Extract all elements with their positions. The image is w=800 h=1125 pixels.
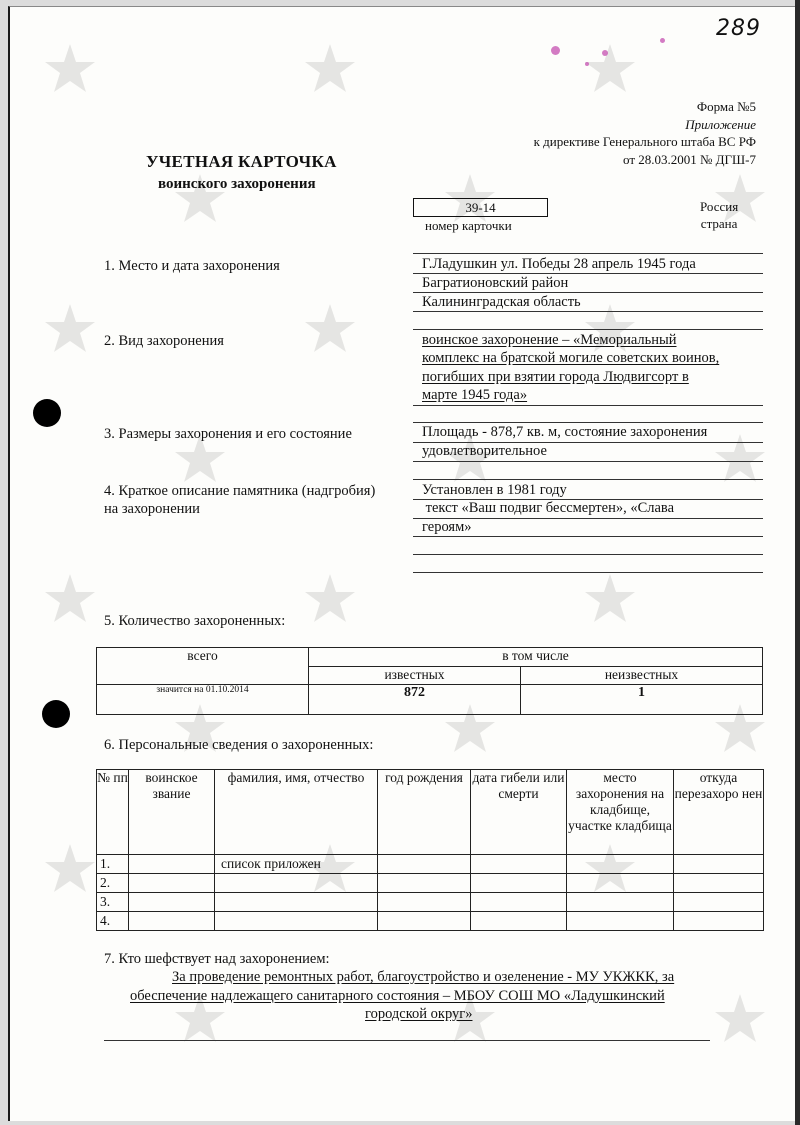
section-4-label-line: на захоронении [104, 501, 200, 517]
table-cell: 2. [97, 874, 129, 893]
table-cell: список приложен [215, 855, 378, 874]
rule [413, 292, 763, 293]
card-number-label: номер карточки [425, 218, 512, 233]
table-cell [215, 874, 378, 893]
table-row [97, 855, 764, 874]
rule [413, 405, 763, 406]
table-cell [471, 893, 567, 912]
table-cell: 1. [97, 855, 129, 874]
table-cell [567, 912, 674, 931]
table-cell [129, 874, 215, 893]
punch-hole [33, 399, 61, 427]
table-cell [567, 855, 674, 874]
table-cell: 4. [97, 912, 129, 931]
punch-hole [42, 700, 70, 728]
table-cell [378, 912, 471, 931]
section-2-label: 2. Вид захоронения [104, 333, 224, 349]
burial-type-line: воинское захоронение – «Мемориальный [422, 332, 677, 348]
table-cell: 3. [97, 893, 129, 912]
watermark-star-icon [300, 40, 360, 100]
form-number: Форма №5 [696, 99, 756, 114]
patron-line: обеспечение надлежащего санитарного состояния – МБОУ СОШ МО «Ладушкинский [130, 988, 665, 1004]
burial-place-line: Багратионовский район [422, 275, 569, 291]
table-row [97, 874, 764, 893]
burial-size-line: удовлетворительное [422, 443, 547, 459]
section-7-label: 7. Кто шефствует над захоронением: [104, 951, 330, 967]
rule [413, 329, 763, 330]
col-header: фамилия, имя, отчество [215, 770, 378, 855]
known-header: известных [309, 667, 521, 685]
table-cell [567, 893, 674, 912]
col-header: воинское звание [129, 770, 215, 855]
form-reference [534, 98, 756, 168]
watermark-star-icon [710, 430, 770, 490]
rule [413, 572, 763, 573]
form-directive: к директиве Генерального штаба ВС РФ [533, 134, 756, 149]
as-of-date: значится на 01.10.2014 [97, 685, 309, 715]
table-cell [471, 912, 567, 931]
burial-type-line: марте 1945 года» [422, 387, 528, 403]
burial-type-line: комплекс на братской могиле советских воинов, [422, 350, 720, 366]
section-3-label: 3. Размеры захоронения и его состояние [104, 426, 352, 442]
col-header: место захоронения на кладбище, участке кладбища [567, 770, 674, 855]
table-cell [129, 855, 215, 874]
watermark-star-icon [300, 300, 360, 360]
document-subtitle: воинского захоронения [158, 176, 316, 192]
burial-place-line: Калининградская область [422, 294, 581, 310]
table-cell [378, 874, 471, 893]
page-number: 289 [716, 16, 761, 41]
watermark-star-icon [40, 570, 100, 630]
table-cell [129, 893, 215, 912]
section-5-label: 5. Количество захороненных: [104, 613, 286, 629]
table-cell [215, 912, 378, 931]
burial-type-line: погибших при взятии города Людвигсорт в [422, 369, 689, 385]
rule [413, 461, 763, 462]
table-cell [674, 855, 764, 874]
watermark-star-icon [40, 840, 100, 900]
table-cell [674, 874, 764, 893]
rule [104, 1040, 710, 1041]
watermark-star-icon [300, 570, 360, 630]
table-cell [471, 855, 567, 874]
table-cell [674, 912, 764, 931]
table-row [97, 912, 764, 931]
table-cell [674, 893, 764, 912]
country-value: Россия [700, 199, 739, 214]
monument-line: текст «Ваш подвиг бессмертен», «Слава [422, 500, 675, 516]
watermark-star-icon [580, 570, 640, 630]
rule [413, 554, 763, 555]
rule [413, 273, 763, 274]
form-appendix: Приложение [685, 116, 756, 132]
table-cell [378, 893, 471, 912]
rule [413, 253, 763, 254]
monument-line: Установлен в 1981 году [422, 482, 567, 498]
document-title: УЧЕТНАЯ КАРТОЧКА [146, 152, 337, 171]
stamp-mark [602, 50, 608, 56]
watermark-star-icon [40, 300, 100, 360]
table-row [97, 893, 764, 912]
section-4-label [104, 482, 375, 518]
stamp-mark [551, 46, 560, 55]
section-4-label-line: 4. Краткое описание памятника (надгробия) [104, 483, 376, 499]
personal-data-rows [97, 855, 764, 931]
country [700, 198, 738, 232]
personal-data-table [96, 769, 764, 931]
col-header: дата гибели или смерти [471, 770, 567, 855]
unknown-count: 1 [521, 685, 763, 715]
table-cell [471, 874, 567, 893]
patron-line: За проведение ремонтных работ, благоустройство и озеленение - МУ УКЖКК, за [172, 969, 675, 985]
patron-line: городской округ» [365, 1006, 473, 1022]
watermark-star-icon [580, 40, 640, 100]
total-header: всего [97, 648, 309, 685]
watermark-star-icon [710, 990, 770, 1050]
table-cell [215, 893, 378, 912]
col-header: год рождения [378, 770, 471, 855]
col-header: № пп [97, 770, 129, 855]
form-date: от 28.03.2001 № ДГШ-7 [623, 151, 756, 167]
col-header: откуда перезахоро нен [674, 770, 764, 855]
card-number: 39-14 [413, 198, 548, 217]
section-1-label: 1. Место и дата захоронения [104, 258, 280, 274]
unknown-header: неизвестных [521, 667, 763, 685]
rule [413, 479, 763, 480]
rule [413, 422, 763, 423]
table-cell [567, 874, 674, 893]
section-6-label: 6. Персональные сведения о захороненных: [104, 737, 374, 753]
monument-line: героям» [422, 519, 472, 535]
table-cell [378, 855, 471, 874]
rule [413, 311, 763, 312]
rule [413, 536, 763, 537]
stamp-mark [585, 62, 589, 66]
known-count: 872 [309, 685, 521, 715]
burial-count-table [96, 647, 763, 715]
watermark-star-icon [40, 40, 100, 100]
including-header: в том числе [309, 648, 763, 667]
scan-edge [795, 0, 800, 1125]
country-label: страна [700, 216, 738, 231]
burial-size-line: Площадь - 878,7 кв. м, состояние захоронения [422, 424, 708, 440]
stamp-mark [660, 38, 665, 43]
burial-place-line: Г.Ладушкин ул. Победы 28 апрель 1945 года [422, 256, 696, 272]
table-cell [129, 912, 215, 931]
